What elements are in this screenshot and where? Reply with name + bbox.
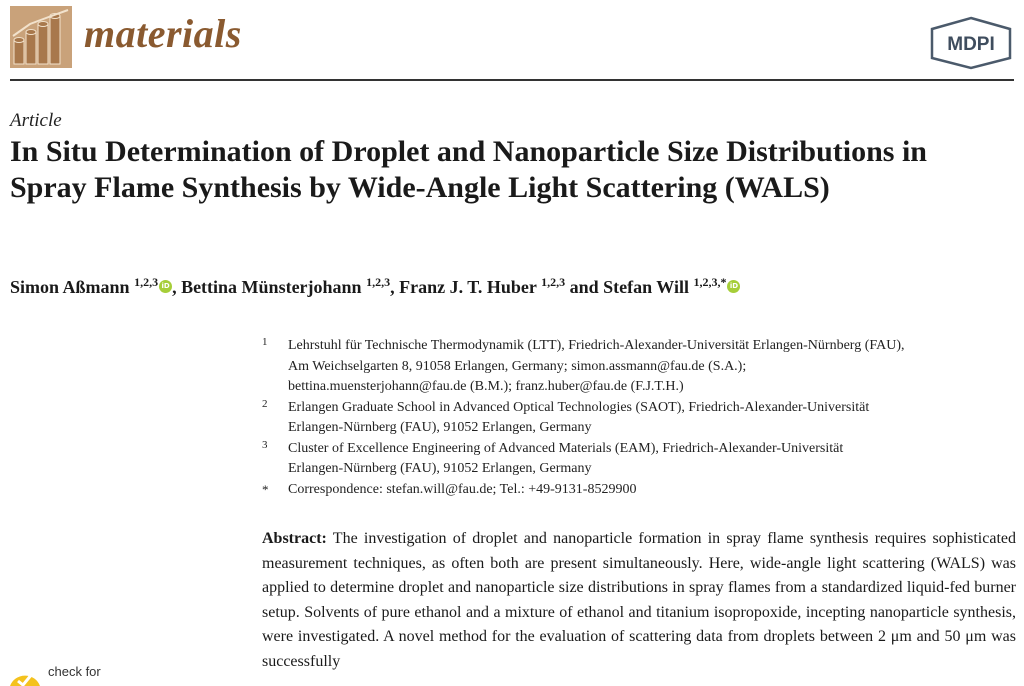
journal-header xyxy=(0,0,1024,82)
author-name: Bettina Münsterjohann xyxy=(181,277,362,297)
author-affiliation-marks: 1,2,3,* xyxy=(693,275,727,289)
orcid-icon[interactable]: iD xyxy=(727,280,740,293)
header-divider xyxy=(10,79,1014,81)
affiliation-line: bettina.muensterjohann@fau.de (B.M.); franz.huber@fau.de (F.J.T.H.) xyxy=(288,379,684,394)
correspondence-item xyxy=(262,480,1022,501)
affiliation-item xyxy=(262,336,1022,398)
affiliation-item xyxy=(262,398,1022,439)
author-list xyxy=(10,275,1010,298)
author-name: Stefan Will xyxy=(603,277,689,297)
affiliation-number: 3 xyxy=(262,438,268,451)
author-separator: , xyxy=(390,277,400,297)
orcid-icon[interactable]: iD xyxy=(159,280,172,293)
affiliation-line: Lehrstuhl für Technische Thermodynamik (LTT), Friedrich-Alexander-Universität Erlangen-Nürnberg (FAU), xyxy=(288,338,905,353)
abstract-text: The investigation of droplet and nanoparticle formation in spray flame synthesis requires sophisticated measurement techniques, as often both are present simultaneously. Here, wide-angle light scattering (WALS) was applied to determine droplet and nanoparticle size distributions in spray flames from a standardized liquid-fed burner setup. Solvents of pure ethanol and a mixture of ethanol and titanium isopropoxide, incepting nanoparticle synthesis, were investigated. A novel method for the evaluation of scattering data from droplets between 2 μm and 50 μm was successfully xyxy=(262,530,1016,670)
affiliation-number: 2 xyxy=(262,397,268,410)
affiliation-number: 1 xyxy=(262,336,268,348)
affiliation-item xyxy=(262,439,1022,480)
article-title: In Situ Determination of Droplet and Nanoparticle Size Distributions in Spray Flame Synthesis by Wide-Angle Light Scattering (WALS) xyxy=(10,135,927,204)
check-for-updates-label: check for xyxy=(48,664,101,679)
mdpi-hexagon-logo-icon xyxy=(928,16,1014,70)
author-affiliation-marks: 1,2,3 xyxy=(541,275,566,289)
journal-name: materials xyxy=(84,11,242,56)
check-for-updates-badge[interactable] xyxy=(8,660,118,682)
check-for-updates-icon xyxy=(8,662,42,686)
affiliation-line: Erlangen Graduate School in Advanced Optical Technologies (SAOT), Friedrich-Alexander-Universität xyxy=(288,399,870,415)
correspondence-mark: * xyxy=(262,481,269,497)
abstract xyxy=(262,527,1016,675)
author-affiliation-marks: 1,2,3 xyxy=(134,275,159,289)
publisher-name: MDPI xyxy=(947,34,995,55)
abstract-label: Abstract: xyxy=(262,530,327,547)
affiliations xyxy=(262,336,1022,500)
author-separator: , xyxy=(172,277,182,297)
author-name: Franz J. T. Huber xyxy=(399,277,537,297)
author-affiliation-marks: 1,2,3 xyxy=(366,275,391,289)
affiliation-line: Am Weichselgarten 8, 91058 Erlangen, Germany; simon.assmann@fau.de (S.A.); xyxy=(288,358,747,374)
affiliation-line: Erlangen-Nürnberg (FAU), 91052 Erlangen, Germany xyxy=(288,420,592,435)
author-name: Simon Aßmann xyxy=(10,277,130,297)
affiliation-line: Erlangen-Nürnberg (FAU), 91052 Erlangen, Germany xyxy=(288,461,592,476)
correspondence-line: Correspondence: stefan.will@fau.de; Tel.: +49-9131-8529900 xyxy=(288,481,637,497)
affiliation-line: Cluster of Excellence Engineering of Advanced Materials (EAM), Friedrich-Alexander-Universität xyxy=(288,440,844,456)
article-type: Article xyxy=(10,110,62,131)
author-separator: and xyxy=(565,277,604,297)
stacked-cylinders-logo-icon xyxy=(10,6,72,68)
